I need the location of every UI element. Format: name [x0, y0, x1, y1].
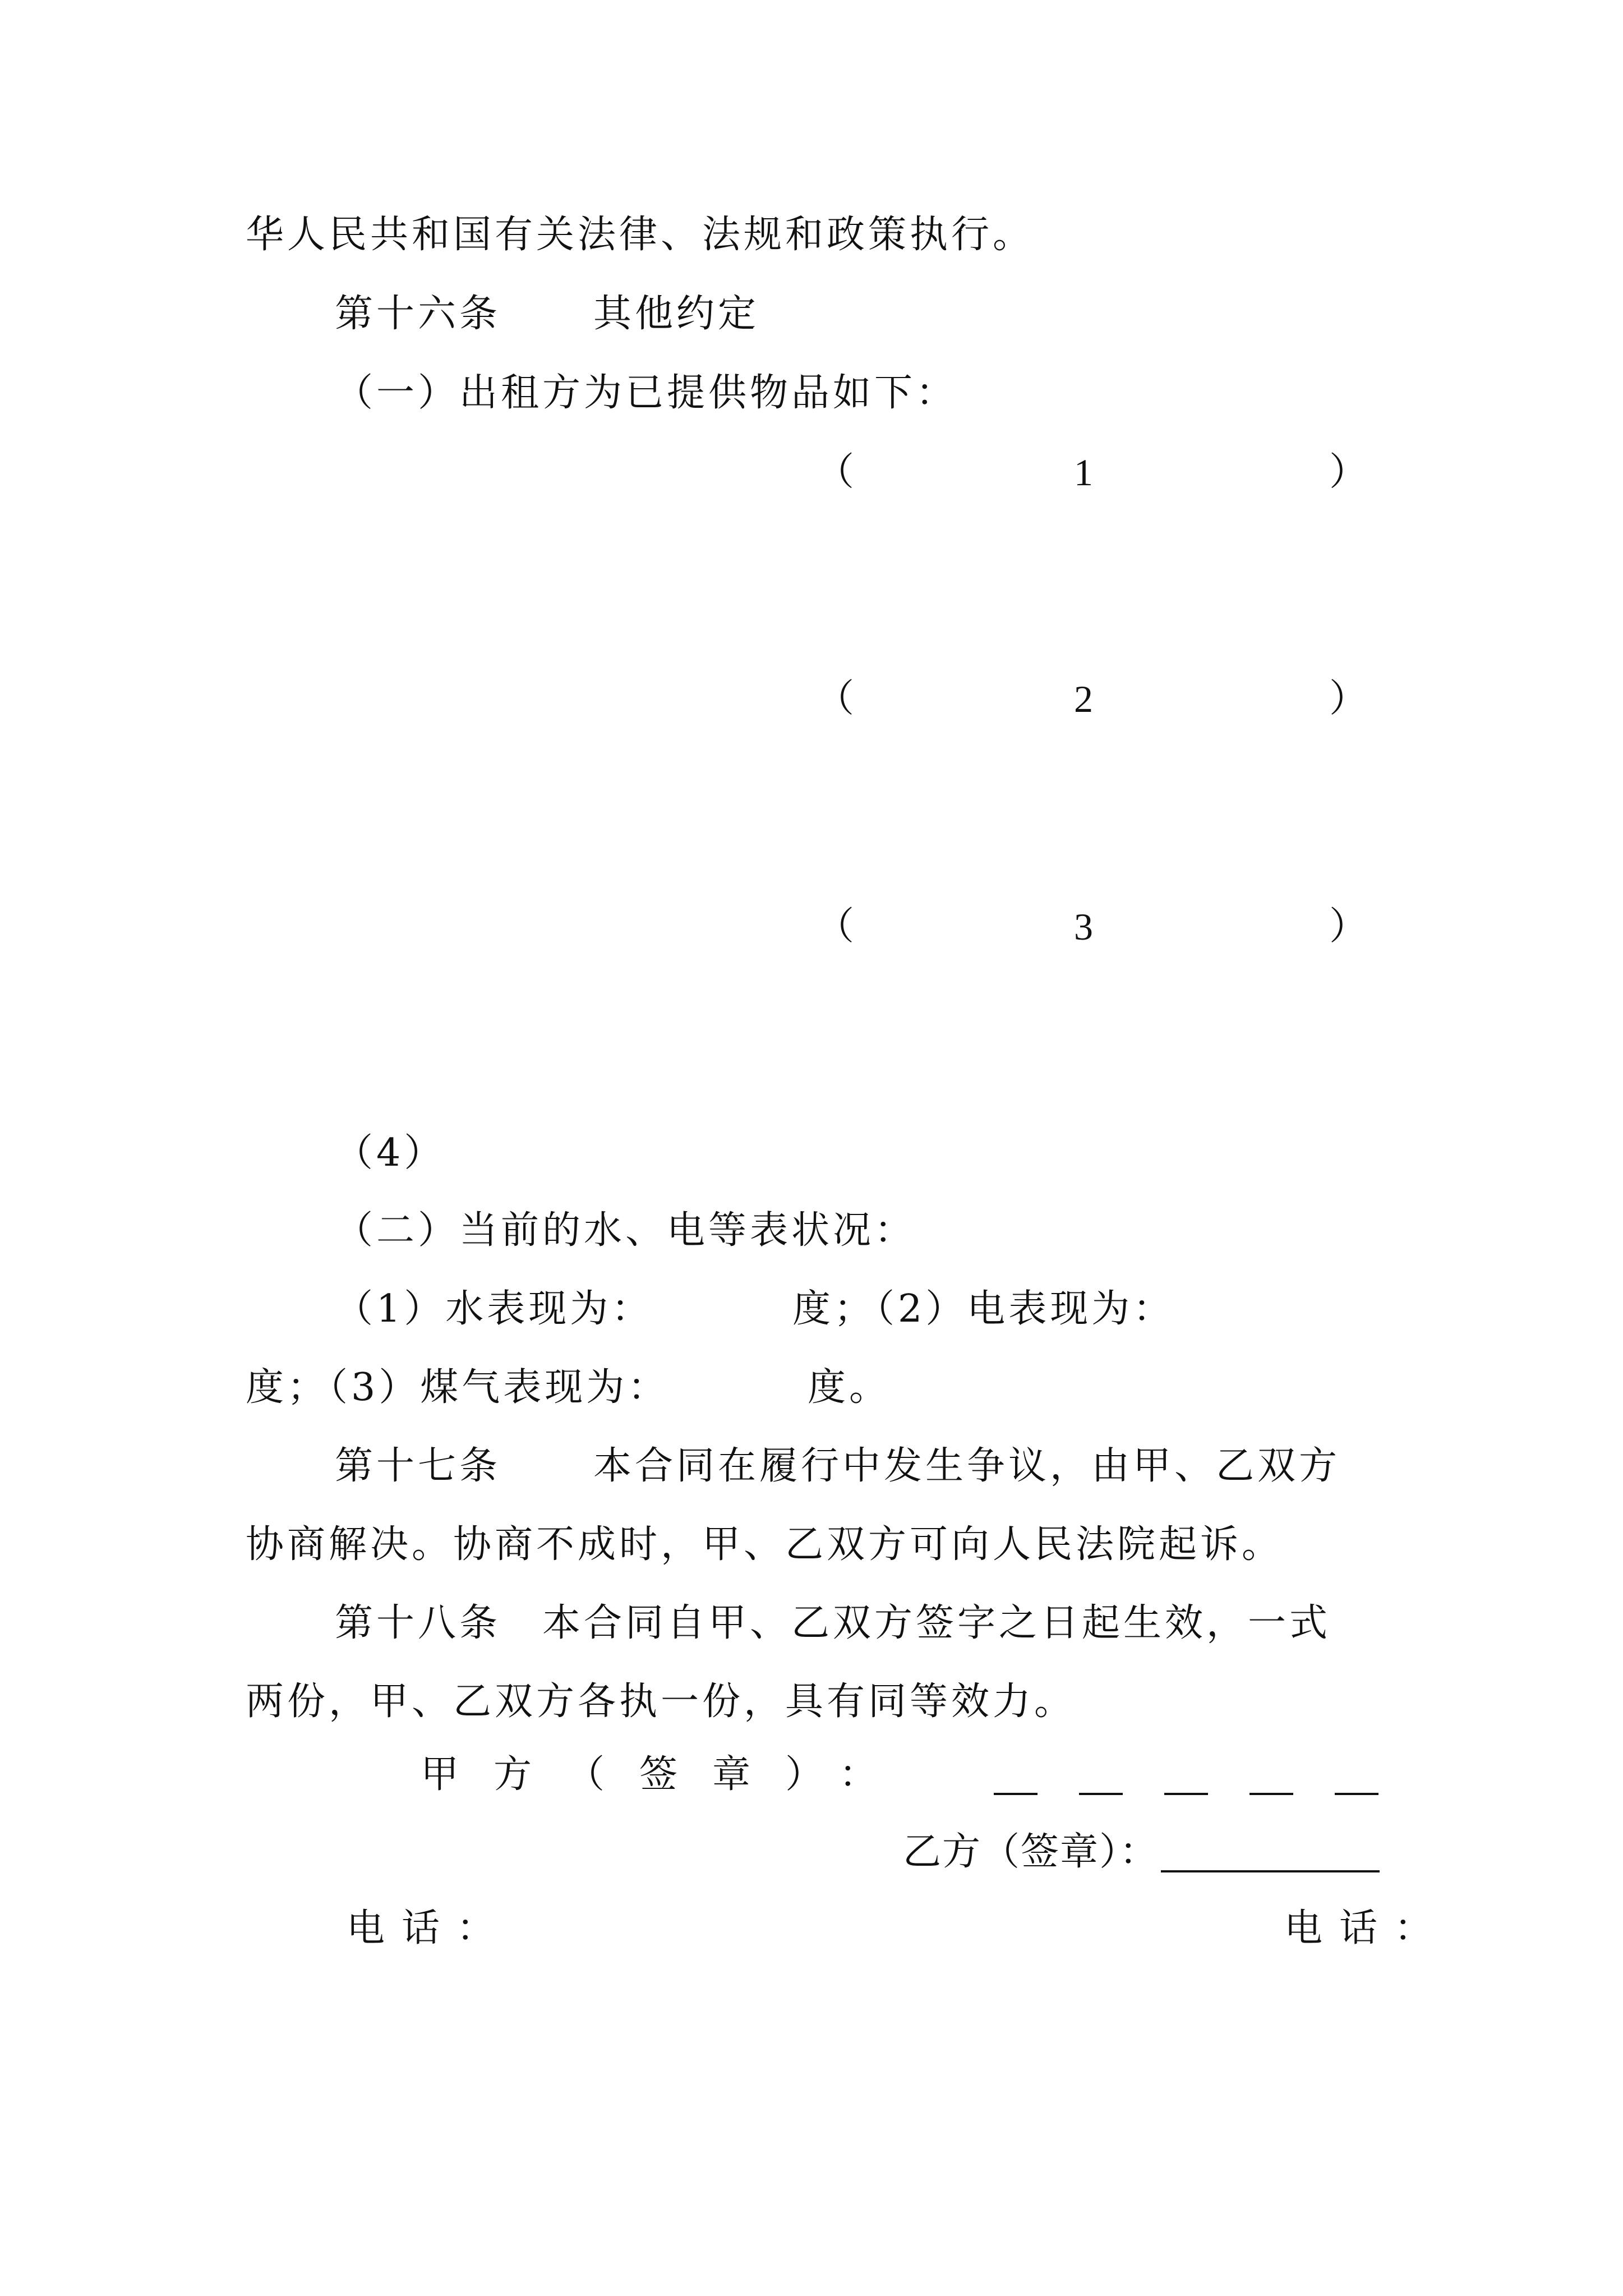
text-line-laws: 华人民共和国有关法律、法规和政策执行。 [246, 213, 1035, 257]
party-a-phone-label: 电话： [347, 1906, 512, 1950]
party-a-signature-blank-1 [994, 1793, 1038, 1795]
party-a-signature-blank-5 [1335, 1793, 1378, 1795]
article-17-text-2: 协商解决。协商不成时，甲、乙双方可向人民法院起诉。 [246, 1522, 1284, 1567]
party-b-signature-label: 乙方（签章）： [903, 1830, 1159, 1874]
item-1-number: 1 [1074, 451, 1093, 494]
gas-meter-unit: 度。 [808, 1365, 891, 1410]
party-a-signature-blank-3 [1164, 1793, 1208, 1795]
party-a-signature-blank-2 [1079, 1793, 1123, 1795]
gas-meter-label: 度；（3）煤气表现为： [246, 1365, 670, 1410]
item-4-number: （4） [335, 1131, 446, 1175]
article-18-text-2: 两份，甲、乙双方各执一份，具有同等效力。 [246, 1680, 1076, 1724]
item-3-paren-open: （ [816, 904, 858, 949]
article-16-label: 第十六条 [335, 292, 501, 336]
item-2-number: 2 [1074, 678, 1093, 720]
article-17-text-1: 本合同在履行中发生争议，由甲、乙双方 [593, 1444, 1341, 1488]
article-18-text-1: 第十八条 本合同自甲、乙双方签字之日起生效，一式 [335, 1601, 1331, 1645]
article-16-title: 其他约定 [593, 292, 760, 336]
provided-items-heading: （一）出租方为已提供物品如下： [335, 371, 958, 415]
item-1-paren-close: ） [1329, 450, 1371, 494]
party-a-signature-label: 甲方（签章）： [421, 1752, 912, 1797]
water-meter-label: （1）水表现为： [335, 1287, 653, 1331]
item-2-paren-close: ） [1329, 677, 1371, 721]
article-17-label: 第十七条 [335, 1444, 501, 1488]
party-b-signature-blank [1161, 1870, 1380, 1872]
item-3-number: 3 [1074, 905, 1093, 948]
item-2-paren-open: （ [816, 677, 858, 721]
party-a-signature-blank-4 [1249, 1793, 1293, 1795]
party-b-phone-label: 电话： [1284, 1906, 1450, 1950]
meter-heading: （二）当前的水、电等表状况： [335, 1208, 916, 1253]
item-3-paren-close: ） [1329, 904, 1371, 949]
item-1-paren-open: （ [816, 450, 858, 494]
electric-meter-label: 度；（2）电表现为： [792, 1287, 1175, 1331]
